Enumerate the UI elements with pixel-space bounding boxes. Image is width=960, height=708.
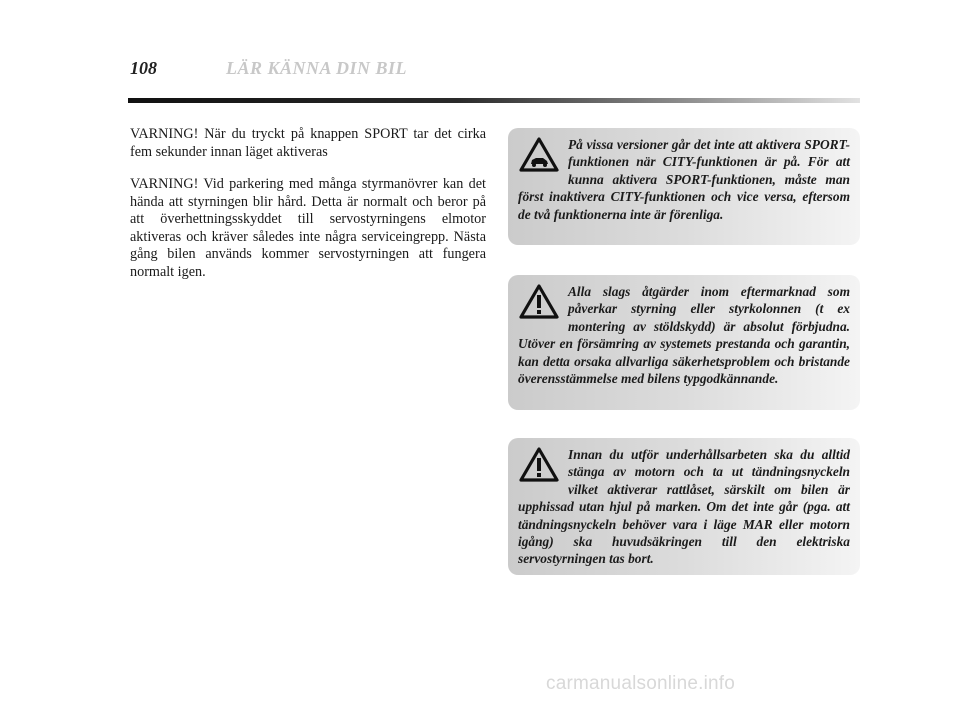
watermark: carmanualsonline.info — [546, 673, 736, 694]
warning-triangle-icon — [518, 283, 560, 321]
warning-box-city-sport — [508, 128, 860, 245]
header-rule — [128, 98, 860, 103]
car-warning-icon — [518, 136, 560, 174]
warning-paragraph-sport: VARNING! När du tryckt på knappen SPORT tar det cirka fem sekunder innan läget aktiveras — [130, 126, 486, 160]
page-header — [130, 58, 860, 88]
section-title: LÄR KÄNNA DIN BIL — [226, 58, 408, 78]
warning-text-aftermarket: Alla slags åtgärder inom eftermarknad som påverkar styrning eller styrkolonnen (t ex montering av stöldskydd) är absolut förbjudna. Utöver en försämring av systemets prestanda och garantin, kan detta orsaka allvarliga säkerhetsproblem och bristande överensstämmelse med bilens typgodkännande. — [518, 284, 850, 387]
page-number: 108 — [130, 58, 157, 78]
warning-text-city-sport: På vissa versioner går det inte att aktivera SPORT-funktionen när CITY-funktionen är på. För att kunna aktivera SPORT-funktionen, måste man först inaktivera CITY-funktionen och vice versa, eftersom de två funktionerna inte är förenliga. — [518, 137, 850, 222]
warning-box-aftermarket — [508, 275, 860, 410]
body-text — [130, 126, 486, 296]
warning-text-maintenance: Innan du utför underhållsarbeten ska du alltid stänga av motorn och ta ut tändningsnyckeln vilket aktiverar rattlåset, särskilt om bilen är upphissad utan hjul på marken. Om det inte går (pga. att tändningsnyckeln behöver vara i läge MAR eller motorn igång) ska huvudsäkringen till den elektriska servostyrningen tas bort. — [518, 447, 850, 567]
warning-paragraph-parking: VARNING! Vid parkering med många styrmanövrer kan det hända att styrningen blir hård. Detta är normalt och beror på att överhettningsskyddet till servostyrningens elmotor aktiveras och kräver således inte några serviceingrepp. Nästa gång bilen används kommer servostyrningen att fungera normalt igen. — [130, 176, 486, 280]
warning-triangle-icon — [518, 446, 560, 484]
warning-box-maintenance — [508, 438, 860, 575]
